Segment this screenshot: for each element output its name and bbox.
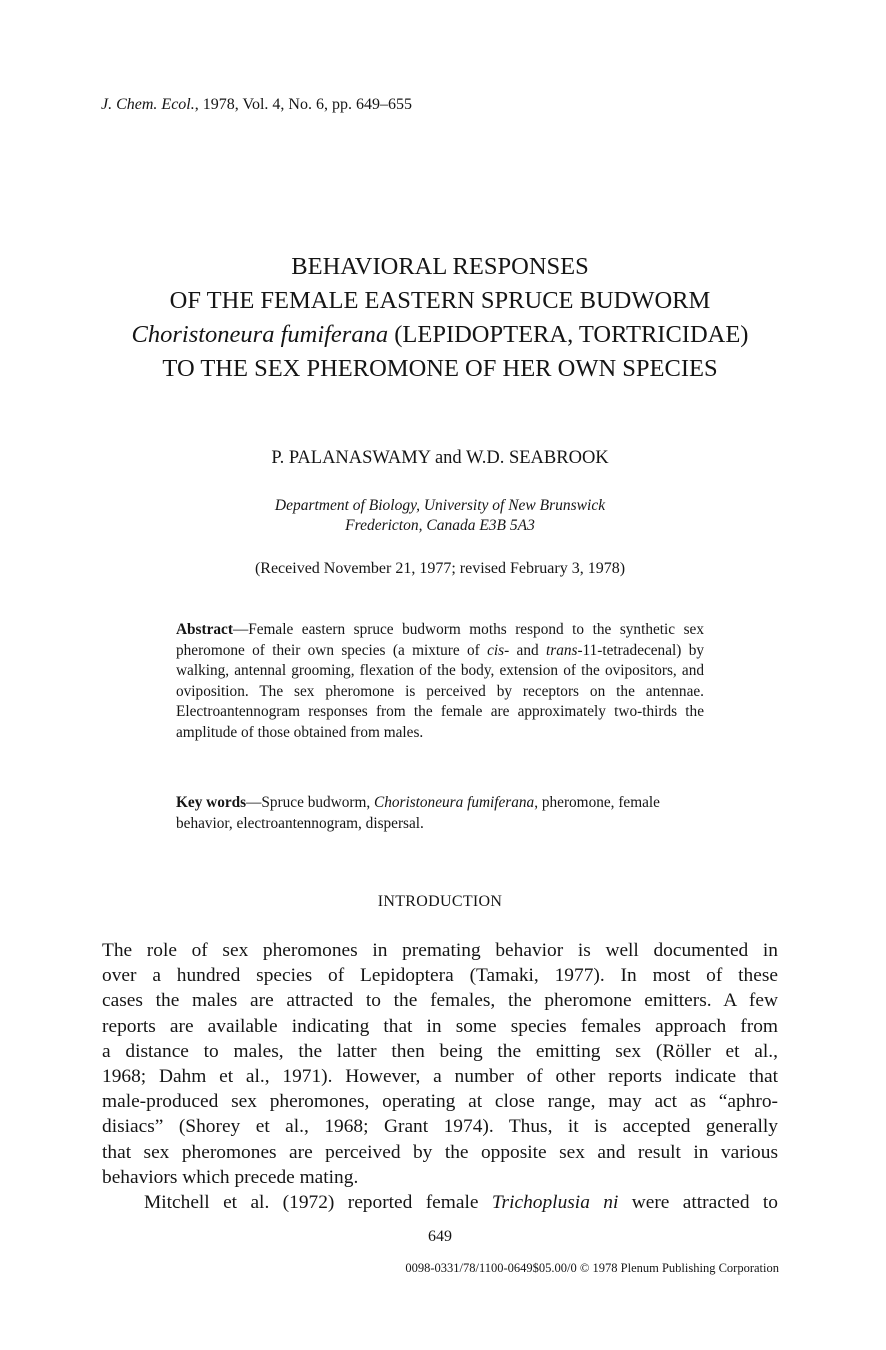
intro-line: reports are available indicating that in some species females approach from [102,1015,778,1037]
journal-name: J. Chem. Ecol. [101,96,195,113]
keywords-label: Key words [176,794,247,811]
journal-citation [101,96,412,114]
p2-text-end: were attracted to [618,1192,778,1214]
abstract-cis: cis- [487,641,510,659]
section-heading-introduction: INTRODUCTION [377,893,503,910]
intro-line: over a hundred species of Lepidoptera (Tamaki, 1977). In most of these [102,965,778,987]
title-line-4: TO THE SEX PHEROMONE OF HER OWN SPECIES [162,355,718,382]
title-line-1: BEHAVIORAL RESPONSES [291,253,589,280]
abstract-text-1: —Female eastern spruce budworm moths respond to the synthetic sex pheromone of their own species (a mixture of [176,621,704,659]
p2-text-start: Mitchell et al. (1972) reported female [144,1192,492,1214]
abstract-trans: trans- [546,641,583,659]
intro-line: a distance to males, the latter then being the emitting sex (Röller et al., [102,1040,778,1062]
received-dates: (Received November 21, 1977; revised February 3, 1978) [254,560,626,577]
title-line-3 [90,318,790,352]
introduction-body [102,938,778,1215]
keywords-text-2: , pheromone, female behavior, electroantennogram, dispersal. [176,794,660,832]
title-species: Choristoneura fumiferana [131,321,389,348]
copyright-footer: 0098-0331/78/1100-0649$05.00/0 © 1978 Plenum Publishing Corporation [405,1261,779,1275]
abstract-text-3: 11-tetradecenal) by walking, antennal grooming, flexation of the body, extension of the ovipositors, and oviposition. The sex pheromone is perceived by receptors on the antennae. Electroantennogram responses from the female are approximately two-thirds the amplitude of those obtained from males. [176,641,704,741]
abstract-label: Abstract [176,621,233,638]
intro-line: cases the males are attracted to the females, the pheromone emitters. A few [102,990,778,1012]
intro-line: The role of sex pheromones in premating behavior is well documented in [102,940,778,961]
authors: P. PALANASWAMY and W.D. SEABROOK [271,448,609,468]
abstract [176,620,704,744]
keywords-species: Choristoneura fumiferana [374,794,535,811]
affiliation-line-1: Department of Biology, University of New Brunswick [274,497,606,514]
affiliation-line-2: Fredericton, Canada E3B 5A3 [345,517,535,534]
title-taxon: (LEPIDOPTERA, TORTRICIDAE) [388,321,749,348]
keywords-text-1: —Spruce budworm, [246,794,374,811]
p2-species: Trichoplusia ni [491,1192,619,1214]
affiliation [90,496,790,536]
journal-volume-info: , 1978, Vol. 4, No. 6, pp. 649–655 [194,96,412,113]
abstract-text-2: and [509,641,546,659]
article-title [90,250,790,386]
keywords [176,793,704,834]
intro-line: disiacs” (Shorey et al., 1968; Grant 1974). Thus, it is accepted generally [102,1116,778,1138]
intro-line: male-produced sex pheromones, operating at close range, may act as “aphro- [102,1091,778,1113]
intro-paragraph-2-line [102,1190,778,1215]
intro-line: that sex pheromones are perceived by the opposite sex and result in various [102,1141,778,1163]
intro-line: 1968; Dahm et al., 1971). However, a number of other reports indicate that [102,1066,778,1088]
page-number: 649 [428,1228,452,1245]
intro-line: behaviors which precede mating. [102,1166,359,1188]
title-line-2: OF THE FEMALE EASTERN SPRUCE BUDWORM [169,287,711,314]
